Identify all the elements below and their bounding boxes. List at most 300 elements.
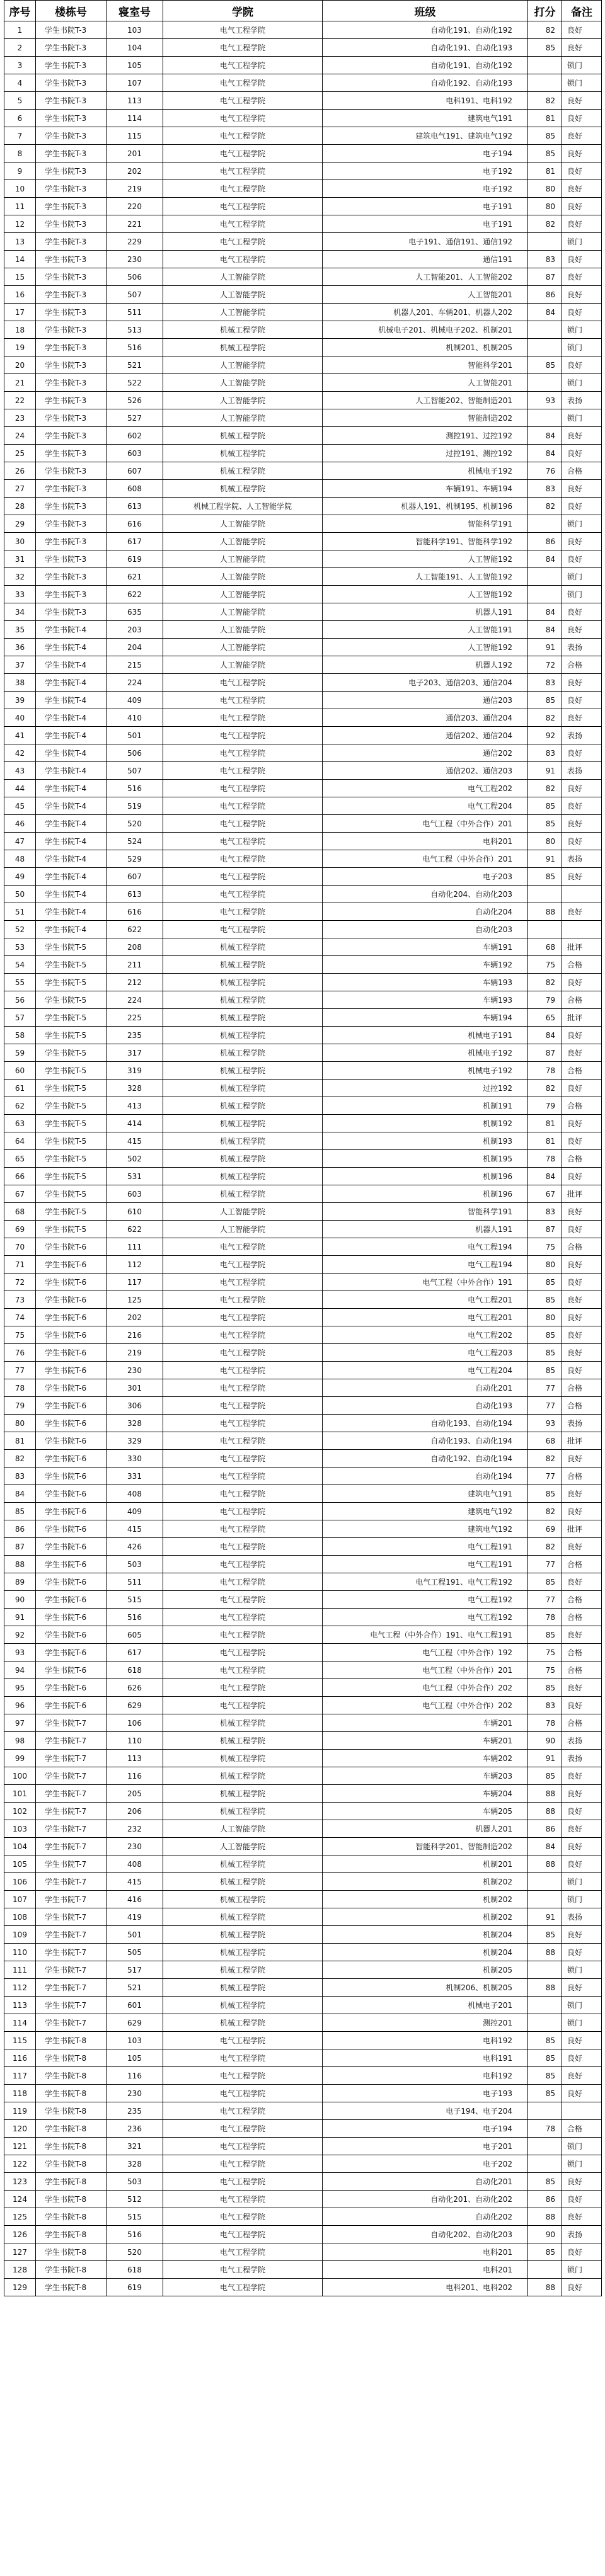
cell-remark: 合格 [562,462,602,480]
cell-remark: 良好 [562,110,602,127]
cell-building: 学生书院T-6 [36,1644,107,1661]
cell-college: 电气工程学院 [163,744,323,762]
cell-remark: 良好 [562,797,602,815]
cell-index: 109 [4,1926,36,1944]
cell-remark: 良好 [562,1926,602,1944]
cell-index: 45 [4,797,36,815]
cell-class: 人工智能191、人工智能192 [323,568,528,586]
cell-room: 613 [107,498,163,515]
cell-room: 236 [107,2120,163,2138]
table-row [4,1221,602,1238]
cell-score: 82 [528,1450,562,1468]
cell-index: 120 [4,2120,36,2138]
cell-college: 电气工程学院 [163,1538,323,1556]
table-row [4,1820,602,1838]
table-row [4,1997,602,2014]
cell-remark: 良好 [562,1697,602,1714]
cell-college: 电气工程学院 [163,2226,323,2243]
cell-room: 317 [107,1044,163,1062]
table-row [4,251,602,268]
cell-score: 91 [528,850,562,868]
cell-room: 409 [107,692,163,709]
cell-room: 626 [107,1679,163,1697]
cell-remark: 良好 [562,674,602,692]
cell-remark: 良好 [562,1274,602,1291]
table-row [4,586,602,603]
cell-class: 电气工程204 [323,1362,528,1379]
cell-room: 225 [107,1009,163,1027]
cell-class: 电子191、通信191、通信192 [323,233,528,251]
table-row [4,1132,602,1150]
table-row [4,1168,602,1185]
cell-score: 75 [528,1661,562,1679]
cell-index: 31 [4,550,36,568]
cell-college: 电气工程学院 [163,921,323,938]
cell-class: 机制192 [323,1115,528,1132]
cell-room: 506 [107,744,163,762]
cell-class: 车辆203 [323,1767,528,1785]
cell-building: 学生书院T-4 [36,850,107,868]
table-row [4,1203,602,1221]
cell-score: 86 [528,533,562,550]
cell-room: 224 [107,674,163,692]
cell-remark: 良好 [562,427,602,445]
cell-building: 学生书院T-3 [36,198,107,215]
cell-college: 机械工程学院 [163,1908,323,1926]
table-row [4,1415,602,1432]
cell-remark: 良好 [562,251,602,268]
cell-score: 84 [528,304,562,321]
cell-class: 机械电子192 [323,462,528,480]
cell-building: 学生书院T-6 [36,1609,107,1626]
table-row [4,815,602,833]
cell-building: 学生书院T-8 [36,2085,107,2102]
cell-remark: 良好 [562,1256,602,1274]
cell-college: 人工智能学院 [163,603,323,621]
cell-college: 电气工程学院 [163,709,323,727]
cell-college: 机械工程学院 [163,1714,323,1732]
cell-class: 电气工程192 [323,1609,528,1626]
cell-class: 电气工程194 [323,1256,528,1274]
cell-building: 学生书院T-7 [36,1820,107,1838]
cell-college: 机械工程学院 [163,1750,323,1767]
cell-college: 电气工程学院 [163,251,323,268]
cell-class: 通信202 [323,744,528,762]
cell-remark: 良好 [562,1080,602,1097]
cell-building: 学生书院T-7 [36,1979,107,1997]
cell-college: 机械工程学院 [163,1062,323,1080]
cell-room: 629 [107,1697,163,1714]
cell-remark: 良好 [562,1573,602,1591]
cell-college: 人工智能学院 [163,515,323,533]
cell-remark: 良好 [562,1450,602,1468]
cell-score: 83 [528,251,562,268]
cell-college: 电气工程学院 [163,1432,323,1450]
cell-remark: 表扬 [562,762,602,780]
cell-college: 电气工程学院 [163,797,323,815]
header-score: 打分 [528,1,562,21]
cell-score [528,1873,562,1891]
cell-score: 80 [528,180,562,198]
cell-college: 人工智能学院 [163,1203,323,1221]
cell-score: 83 [528,1203,562,1221]
cell-class: 通信202、通信204 [323,727,528,744]
cell-room: 229 [107,233,163,251]
cell-class: 过控192 [323,1080,528,1097]
cell-index: 2 [4,39,36,57]
cell-remark: 良好 [562,1044,602,1062]
cell-class: 电气工程（中外合作）201 [323,815,528,833]
cell-index: 101 [4,1785,36,1803]
table-row [4,462,602,480]
cell-index: 112 [4,1979,36,1997]
cell-score: 82 [528,780,562,797]
cell-building: 学生书院T-5 [36,938,107,956]
cell-score: 91 [528,762,562,780]
cell-college: 电气工程学院 [163,145,323,162]
cell-college: 人工智能学院 [163,1838,323,1855]
cell-college: 人工智能学院 [163,1820,323,1838]
cell-college: 电气工程学院 [163,2173,323,2191]
cell-building: 学生书院T-3 [36,586,107,603]
cell-college: 电气工程学院 [163,1309,323,1326]
cell-class: 自动化203 [323,921,528,938]
cell-remark: 锁门 [562,1961,602,1979]
cell-index: 92 [4,1626,36,1644]
cell-score: 87 [528,268,562,286]
table-row [4,1750,602,1767]
table-row [4,145,602,162]
cell-remark: 批评 [562,1520,602,1538]
cell-index: 110 [4,1944,36,1961]
cell-building: 学生书院T-3 [36,462,107,480]
cell-class: 机器人201 [323,1820,528,1838]
cell-index: 124 [4,2191,36,2208]
cell-index: 40 [4,709,36,727]
cell-class: 过控191、测控192 [323,445,528,462]
cell-room: 205 [107,1785,163,1803]
cell-room: 505 [107,1944,163,1961]
table-row [4,1274,602,1291]
cell-index: 58 [4,1027,36,1044]
cell-building: 学生书院T-3 [36,268,107,286]
cell-score: 85 [528,1274,562,1291]
cell-index: 91 [4,1609,36,1626]
cell-index: 26 [4,462,36,480]
cell-room: 230 [107,2085,163,2102]
cell-remark: 良好 [562,1203,602,1221]
cell-index: 89 [4,1573,36,1591]
cell-room: 415 [107,1520,163,1538]
cell-college: 机械工程学院 [163,1185,323,1203]
cell-class: 电子191 [323,215,528,233]
cell-remark: 合格 [562,1591,602,1609]
cell-building: 学生书院T-3 [36,286,107,304]
cell-building: 学生书院T-7 [36,1961,107,1979]
cell-class: 智能科学201、智能制造202 [323,1838,528,1855]
cell-room: 419 [107,1908,163,1926]
cell-score: 85 [528,1485,562,1503]
cell-index: 57 [4,1009,36,1027]
cell-class: 电子203、通信203、通信204 [323,674,528,692]
cell-college: 机械工程学院 [163,938,323,956]
cell-room: 114 [107,110,163,127]
cell-room: 616 [107,903,163,921]
cell-index: 125 [4,2208,36,2226]
cell-score [528,2014,562,2032]
cell-college: 机械工程学院 [163,1891,323,1908]
cell-score: 92 [528,727,562,744]
cell-class: 电子203 [323,868,528,886]
cell-college: 电气工程学院 [163,162,323,180]
cell-building: 学生书院T-5 [36,1097,107,1115]
table-row [4,2032,602,2049]
cell-college: 机械工程学院 [163,321,323,339]
table-row [4,2173,602,2191]
cell-college: 人工智能学院 [163,568,323,586]
table-row [4,1485,602,1503]
cell-room: 329 [107,1432,163,1450]
cell-score: 85 [528,868,562,886]
cell-room: 104 [107,39,163,57]
cell-score: 80 [528,1256,562,1274]
cell-remark: 良好 [562,2191,602,2208]
cell-building: 学生书院T-6 [36,1626,107,1644]
cell-building: 学生书院T-3 [36,215,107,233]
cell-building: 学生书院T-4 [36,903,107,921]
cell-class: 建筑电气192 [323,1520,528,1538]
cell-remark: 良好 [562,162,602,180]
cell-score [528,886,562,903]
cell-room: 507 [107,762,163,780]
cell-score: 85 [528,1291,562,1309]
cell-class: 电子194 [323,2120,528,2138]
table-row [4,498,602,515]
cell-index: 98 [4,1732,36,1750]
cell-score [528,2102,562,2120]
cell-index: 64 [4,1132,36,1150]
cell-room: 621 [107,568,163,586]
cell-building: 学生书院T-8 [36,2138,107,2155]
cell-score [528,1961,562,1979]
cell-college: 电气工程学院 [163,233,323,251]
cell-remark: 表扬 [562,392,602,409]
cell-building: 学生书院T-3 [36,21,107,39]
cell-remark: 合格 [562,1379,602,1397]
cell-college: 电气工程学院 [163,1256,323,1274]
cell-building: 学生书院T-6 [36,1556,107,1573]
cell-score: 79 [528,991,562,1009]
table-row [4,1238,602,1256]
cell-index: 35 [4,621,36,639]
cell-index: 83 [4,1468,36,1485]
cell-room: 622 [107,1221,163,1238]
table-row [4,1150,602,1168]
cell-remark: 良好 [562,198,602,215]
cell-college: 电气工程学院 [163,92,323,110]
cell-remark: 锁门 [562,233,602,251]
cell-class: 电气工程194 [323,1238,528,1256]
table-row [4,162,602,180]
cell-index: 95 [4,1679,36,1697]
cell-remark: 表扬 [562,1908,602,1926]
cell-remark: 锁门 [562,1997,602,2014]
cell-score: 82 [528,974,562,991]
cell-remark: 锁门 [562,321,602,339]
cell-index: 20 [4,356,36,374]
cell-building: 学生书院T-7 [36,1750,107,1767]
cell-class: 机制201 [323,1855,528,1873]
cell-building: 学生书院T-3 [36,233,107,251]
cell-room: 106 [107,1714,163,1732]
cell-remark: 良好 [562,550,602,568]
cell-score: 90 [528,2226,562,2243]
cell-building: 学生书院T-5 [36,1009,107,1027]
cell-college: 人工智能学院 [163,1221,323,1238]
table-row [4,1044,602,1062]
table-row [4,1185,602,1203]
cell-building: 学生书院T-4 [36,868,107,886]
cell-class: 自动化201、自动化202 [323,2191,528,2208]
cell-room: 617 [107,533,163,550]
cell-score: 82 [528,1538,562,1556]
cell-room: 306 [107,1397,163,1415]
cell-score: 88 [528,2279,562,2296]
cell-room: 408 [107,1855,163,1873]
table-row [4,938,602,956]
table-row [4,1256,602,1274]
cell-index: 128 [4,2261,36,2279]
cell-index: 122 [4,2155,36,2173]
cell-class: 电科191 [323,2049,528,2067]
cell-remark: 良好 [562,1767,602,1785]
cell-index: 46 [4,815,36,833]
cell-college: 电气工程学院 [163,2208,323,2226]
cell-class: 电气工程201 [323,1309,528,1326]
cell-remark: 合格 [562,1661,602,1679]
cell-index: 82 [4,1450,36,1468]
cell-score: 75 [528,1238,562,1256]
cell-index: 1 [4,21,36,39]
cell-college: 机械工程学院 [163,1115,323,1132]
cell-index: 73 [4,1291,36,1309]
cell-index: 43 [4,762,36,780]
cell-index: 63 [4,1115,36,1132]
cell-college: 电气工程学院 [163,1362,323,1379]
cell-index: 115 [4,2032,36,2049]
cell-building: 学生书院T-4 [36,780,107,797]
cell-college: 电气工程学院 [163,1344,323,1362]
cell-building: 学生书院T-6 [36,1309,107,1326]
cell-index: 71 [4,1256,36,1274]
cell-index: 70 [4,1238,36,1256]
cell-index: 68 [4,1203,36,1221]
cell-index: 25 [4,445,36,462]
table-row [4,674,602,692]
header-building: 楼栋号 [36,1,107,21]
cell-building: 学生书院T-7 [36,1767,107,1785]
table-row [4,797,602,815]
table-row [4,991,602,1009]
cell-score: 85 [528,127,562,145]
cell-class: 自动化201 [323,2173,528,2191]
cell-room: 103 [107,21,163,39]
cell-college: 人工智能学院 [163,304,323,321]
cell-college: 电气工程学院 [163,1591,323,1609]
cell-college: 机械工程学院 [163,1961,323,1979]
cell-college: 电气工程学院 [163,2032,323,2049]
cell-college: 电气工程学院 [163,74,323,92]
cell-college: 机械工程学院 [163,1097,323,1115]
cell-index: 76 [4,1344,36,1362]
cell-building: 学生书院T-4 [36,692,107,709]
cell-college: 电气工程学院 [163,1450,323,1468]
cell-building: 学生书院T-3 [36,57,107,74]
table-row [4,603,602,621]
cell-remark: 良好 [562,903,602,921]
cell-room: 501 [107,727,163,744]
cell-remark: 合格 [562,2120,602,2138]
cell-college: 电气工程学院 [163,39,323,57]
cell-building: 学生书院T-7 [36,1803,107,1820]
cell-class: 车辆192 [323,956,528,974]
cell-index: 11 [4,198,36,215]
cell-index: 16 [4,286,36,304]
cell-index: 59 [4,1044,36,1062]
cell-class: 建筑电气191 [323,110,528,127]
cell-remark: 锁门 [562,2014,602,2032]
cell-building: 学生书院T-5 [36,1115,107,1132]
cell-room: 321 [107,2138,163,2155]
table-row [4,1397,602,1415]
table-row [4,480,602,498]
table-row [4,727,602,744]
cell-score: 85 [528,815,562,833]
cell-class: 机械电子191 [323,1027,528,1044]
cell-score: 82 [528,709,562,727]
cell-building: 学生书院T-4 [36,797,107,815]
cell-remark: 良好 [562,1362,602,1379]
cell-class: 车辆193 [323,974,528,991]
table-row [4,2120,602,2138]
cell-building: 学生书院T-8 [36,2067,107,2085]
cell-class: 机制193 [323,1132,528,1150]
cell-score: 84 [528,1838,562,1855]
cell-room: 617 [107,1644,163,1661]
table-row [4,1520,602,1538]
cell-class: 电气工程（中外合作）192 [323,1644,528,1661]
cell-class: 机制206、机制205 [323,1979,528,1997]
cell-college: 机械工程学院 [163,480,323,498]
cell-remark: 合格 [562,956,602,974]
cell-college: 电气工程学院 [163,1397,323,1415]
cell-class: 机制191 [323,1097,528,1115]
cell-college: 电气工程学院 [163,815,323,833]
cell-building: 学生书院T-5 [36,1044,107,1062]
cell-score: 77 [528,1591,562,1609]
cell-score [528,74,562,92]
table-row [4,268,602,286]
cell-room: 622 [107,586,163,603]
cell-college: 电气工程学院 [163,2155,323,2173]
cell-class: 机器人192 [323,656,528,674]
table-row [4,515,602,533]
cell-class: 电科192 [323,2067,528,2085]
cell-building: 学生书院T-8 [36,2261,107,2279]
cell-room: 502 [107,1150,163,1168]
cell-college: 机械工程学院 [163,427,323,445]
cell-remark: 良好 [562,603,602,621]
